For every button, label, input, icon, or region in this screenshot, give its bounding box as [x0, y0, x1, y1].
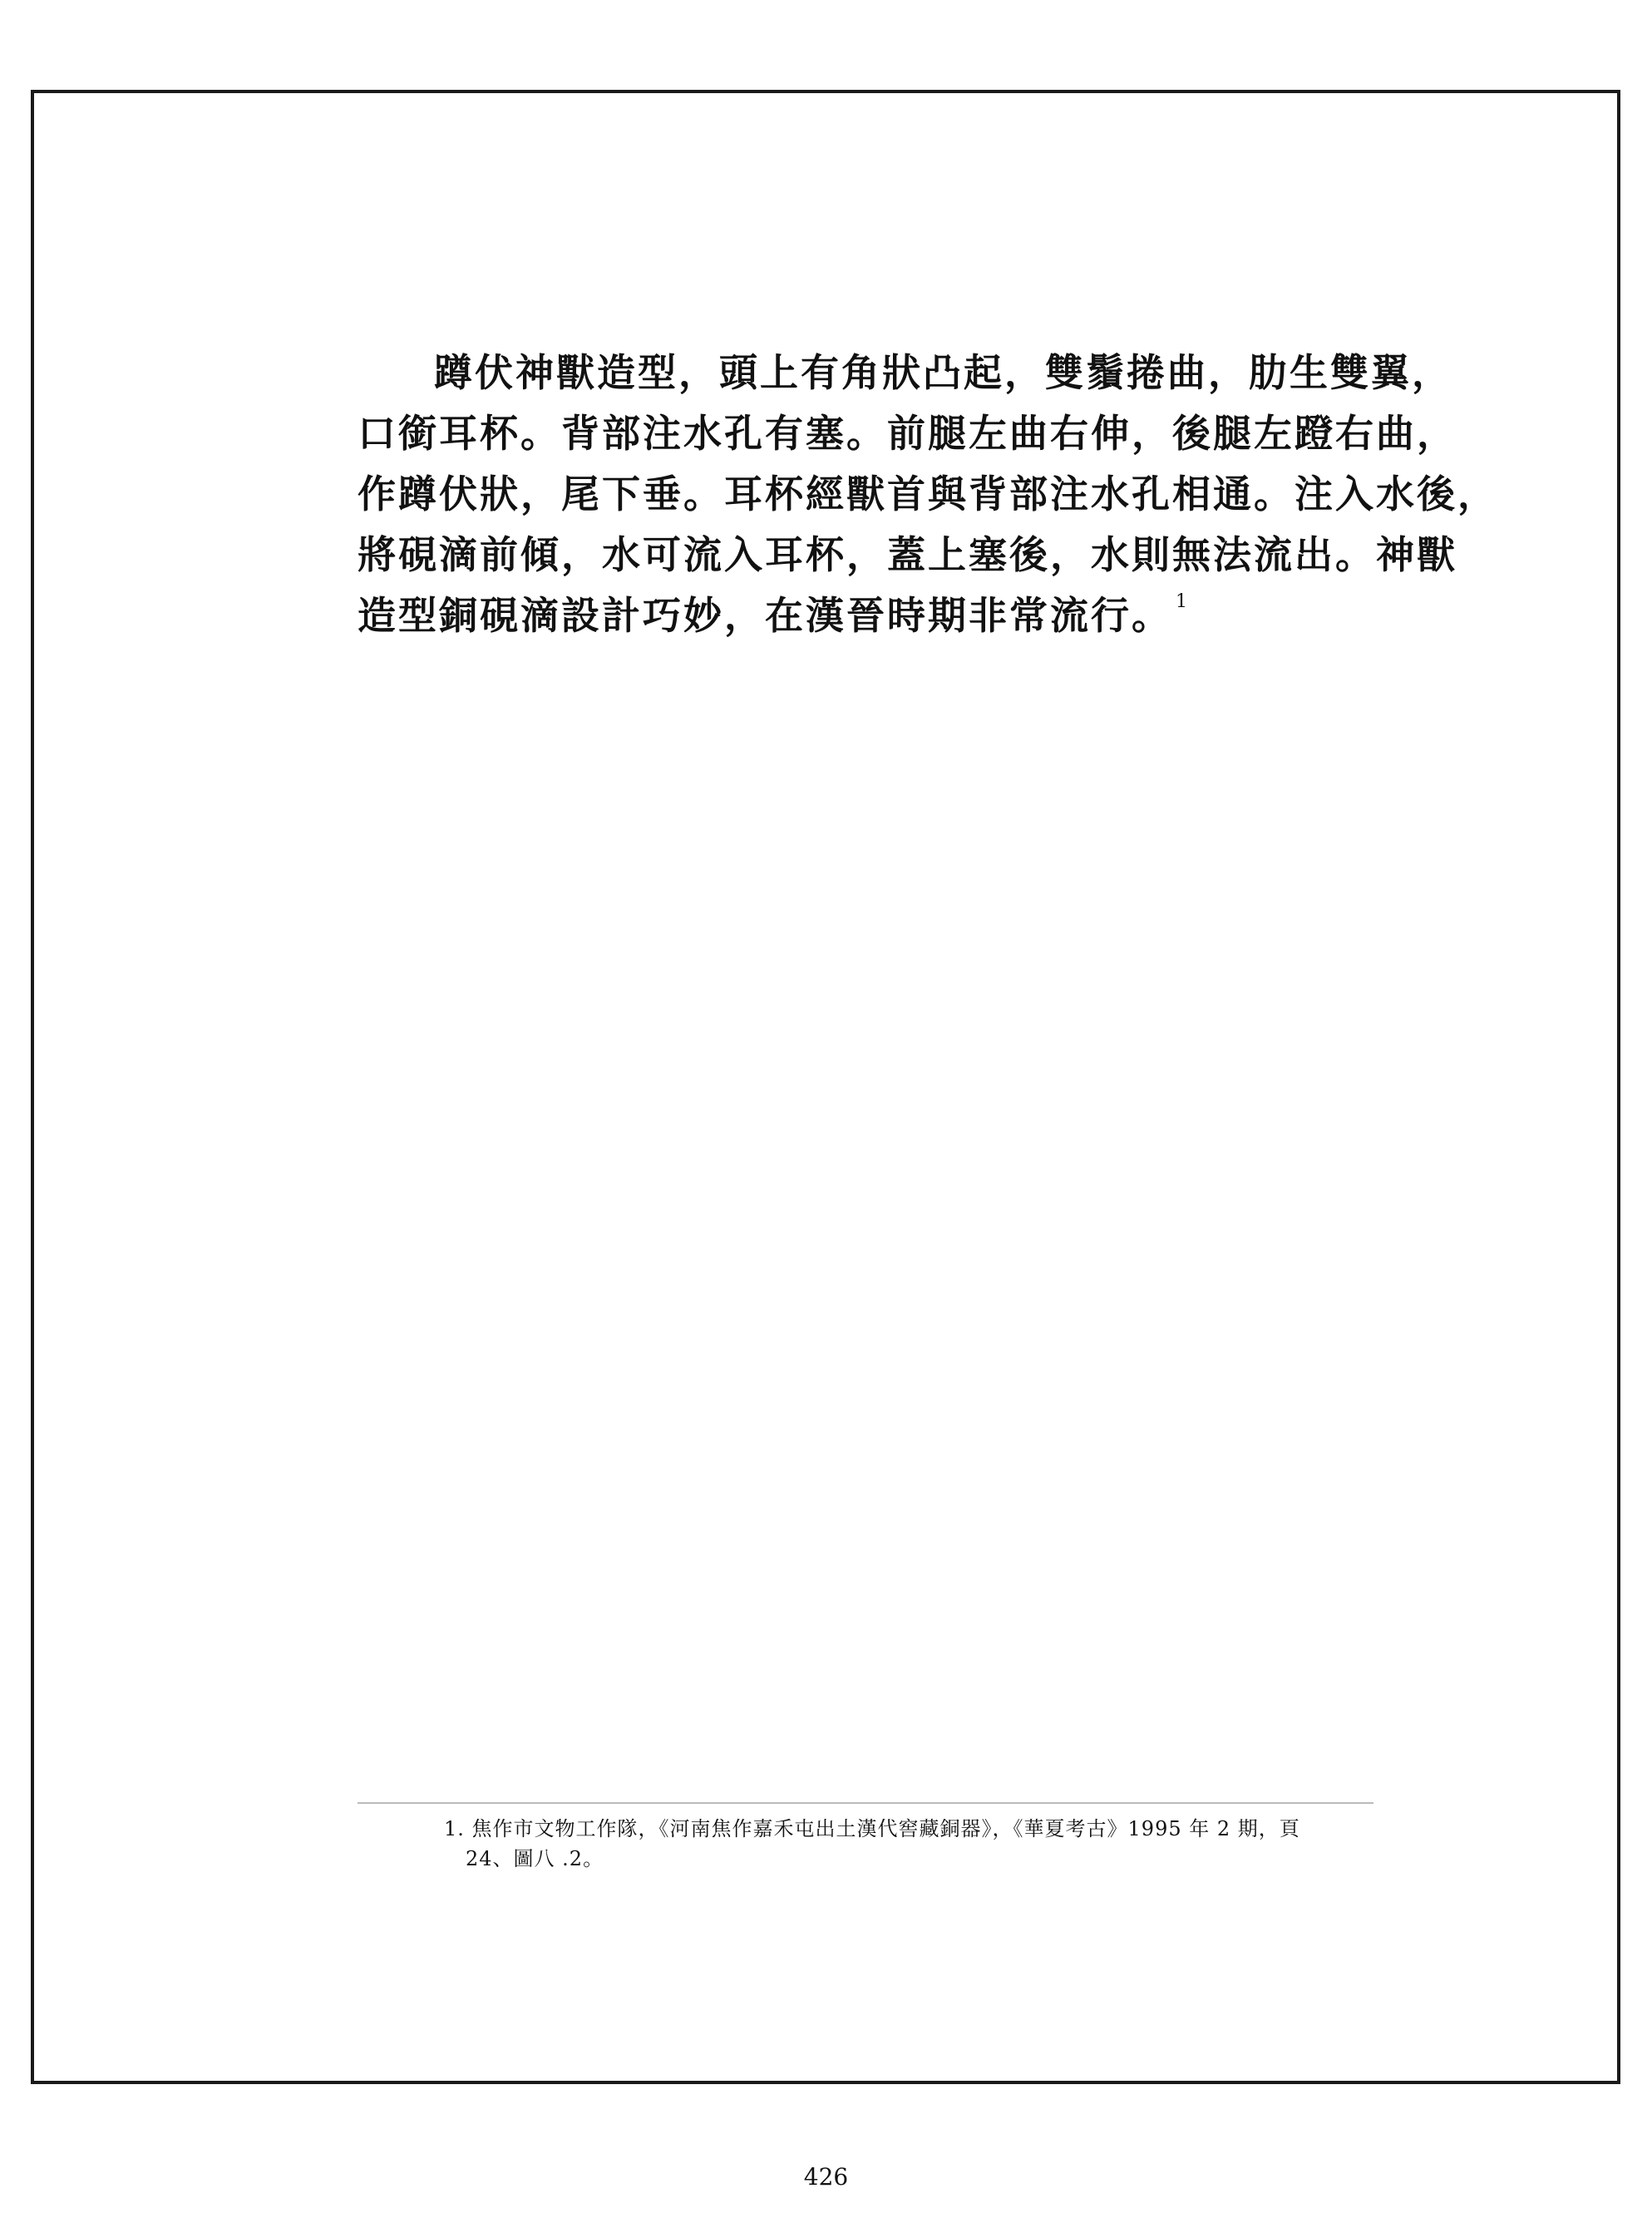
page-number: 426 [803, 2163, 849, 2191]
body-line-3: 作蹲伏狀，尾下垂。耳杯經獸首與背部注水孔相通。注入水後， [358, 472, 1498, 516]
body-paragraph [358, 343, 1498, 646]
footnote-line-1: 1. 焦作市文物工作隊，《河南焦作嘉禾屯出土漢代窖藏銅器》，《華夏考古》1995 年 2 期，頁 [444, 1817, 1300, 1840]
footnote [444, 1814, 1373, 1874]
body-line-5 [358, 585, 1373, 646]
footnote-line-2: 24、圖八 .2。 [466, 1847, 604, 1870]
body-line-2: 口銜耳杯。背部注水孔有塞。前腿左曲右伸，後腿左蹬右曲， [358, 411, 1457, 456]
footnote-reference[interactable]: 1 [1176, 591, 1190, 612]
footnote-divider [358, 1802, 1373, 1804]
body-line-1: 蹲伏神獸造型，頭上有角狀凸起，雙鬚捲曲，肋生雙翼， [434, 350, 1452, 395]
body-line-5-text: 造型銅硯滴設計巧妙，在漢晉時期非常流行。 [358, 593, 1172, 638]
body-line-4: 將硯滴前傾，水可流入耳杯，蓋上塞後，水則無法流出。神獸 [358, 532, 1457, 577]
